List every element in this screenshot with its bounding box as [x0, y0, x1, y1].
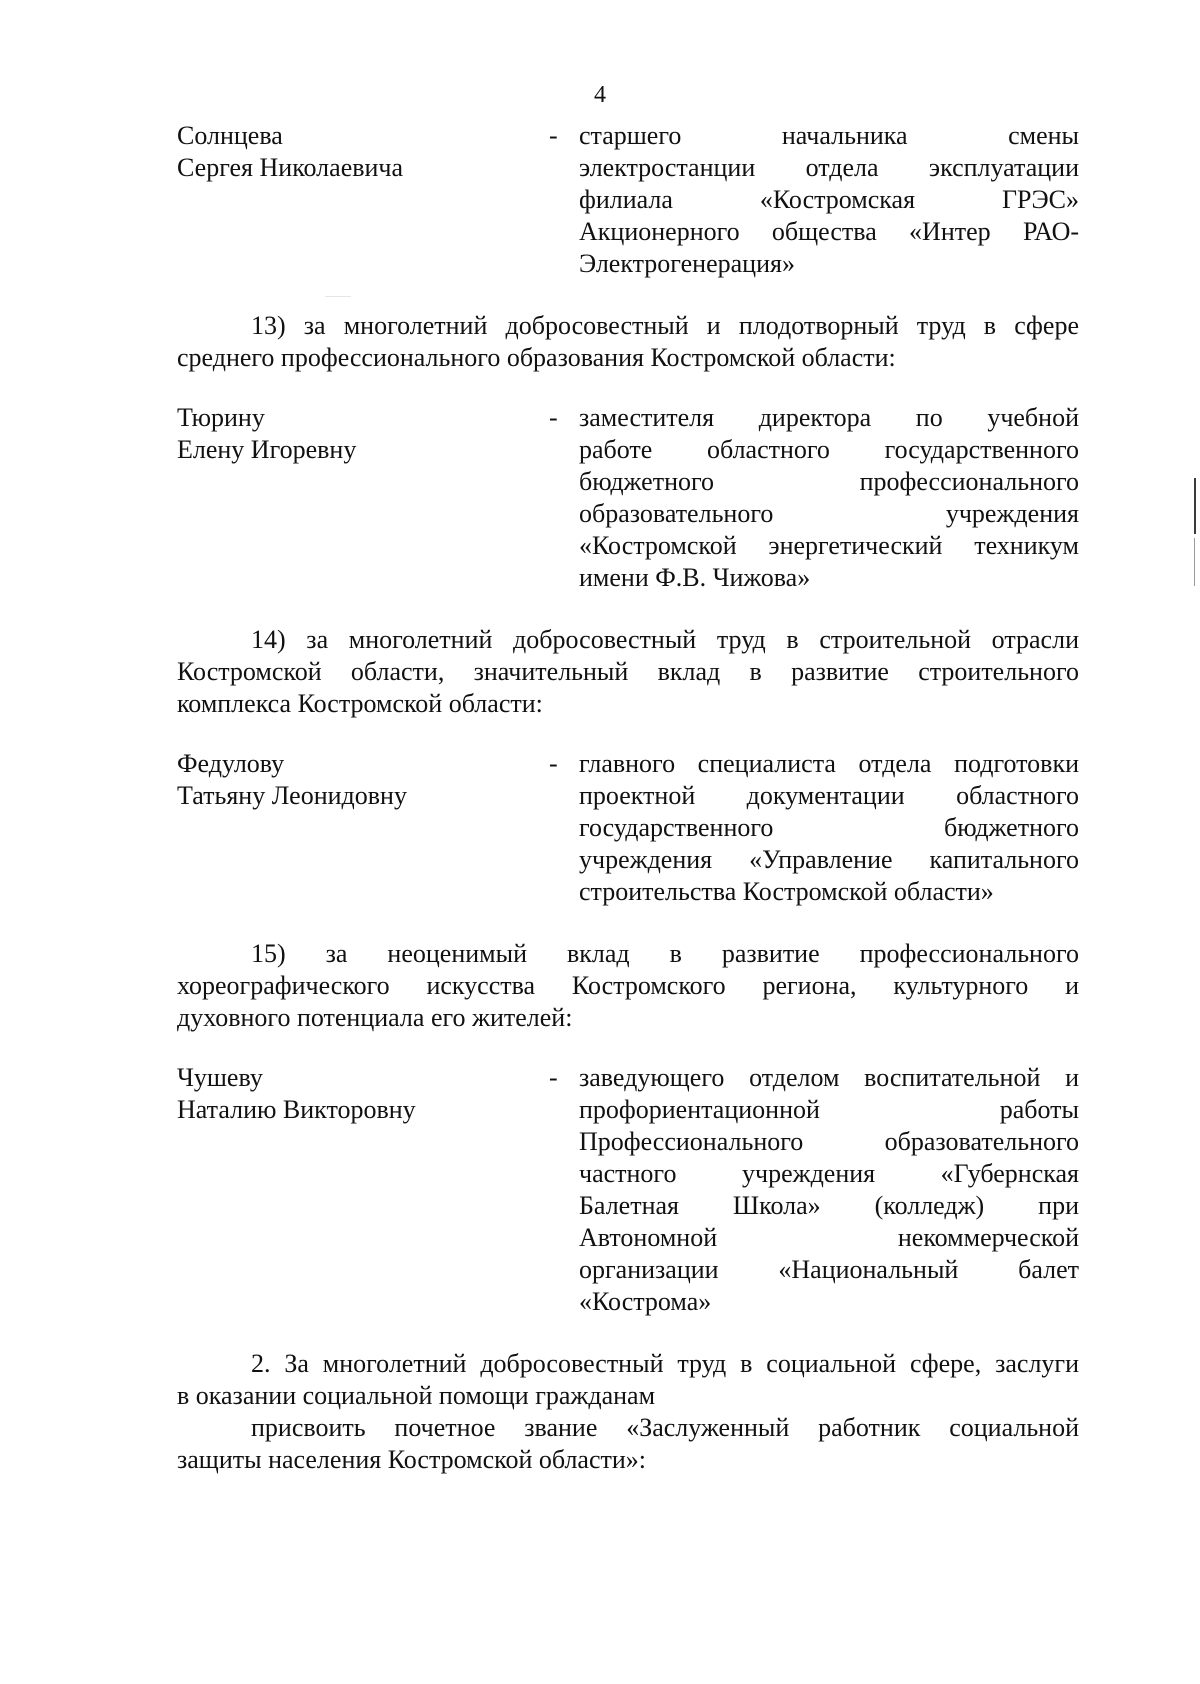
awardee-surname: Федулову	[177, 749, 285, 778]
awardee-given-names: Сергея Николаевича	[177, 153, 404, 182]
entry-dash: -	[549, 749, 558, 778]
position-line: старшего начальника смены	[579, 121, 1079, 150]
position-line: проектной документации областного	[579, 781, 1079, 810]
position-line: государственного бюджетного	[579, 813, 1079, 842]
position-line: частного учреждения «Губернская	[579, 1159, 1079, 1188]
awardee-position	[579, 120, 1079, 280]
position-line: имени Ф.В. Чижова»	[579, 563, 811, 592]
paragraph-line: защиты населения Костромской области»:	[177, 1445, 647, 1474]
awardee-surname: Тюрину	[177, 403, 265, 432]
entry-dash: -	[549, 121, 558, 150]
heading-line: 13) за многолетний добросовестный и плодотворный труд в сфере	[251, 311, 1079, 340]
section-heading-15	[177, 938, 1079, 1034]
award-entry	[177, 120, 1079, 280]
document-body	[177, 120, 1079, 1476]
heading-line: комплекса Костромской области:	[177, 689, 543, 718]
awardee-name	[177, 748, 549, 908]
awardee-surname: Солнцева	[177, 121, 283, 150]
heading-line: 15) за неоценимый вклад в развитие профессионального	[251, 939, 1079, 968]
award-entry	[177, 1062, 1079, 1318]
position-line: Профессионального образовательного	[579, 1127, 1079, 1156]
awardee-name	[177, 402, 549, 594]
position-line: Электрогенерация»	[579, 249, 795, 278]
heading-line: духовного потенциала его жителей:	[177, 1003, 573, 1032]
awardee-name	[177, 1062, 549, 1318]
position-line: работе областного государственного	[579, 435, 1079, 464]
entry-dash: -	[549, 1063, 558, 1092]
margin-mark-faint	[1194, 538, 1195, 586]
position-line: образовательного учреждения	[579, 499, 1079, 528]
awardee-given-names: Татьяну Леонидовну	[177, 781, 407, 810]
heading-line: 14) за многолетний добросовестный труд в строительной отрасли	[251, 625, 1079, 654]
section-heading-13	[177, 310, 1079, 374]
page-number: 4	[594, 82, 606, 108]
position-line: электростанции отдела эксплуатации	[579, 153, 1079, 182]
award-title-paragraph	[177, 1412, 1079, 1476]
position-line: организации «Национальный балет	[579, 1255, 1079, 1284]
position-line: главного специалиста отдела подготовки	[579, 749, 1079, 778]
position-line: заведующего отделом воспитательной и	[579, 1063, 1079, 1092]
position-line: Балетная Школа» (колледж) при	[579, 1191, 1079, 1220]
closing-paragraph	[177, 1348, 1079, 1412]
awardee-position	[579, 1062, 1079, 1318]
paragraph-line: 2. За многолетний добросовестный труд в социальной сфере, заслуги	[251, 1349, 1079, 1378]
awardee-position	[579, 748, 1079, 908]
position-line: Акционерного общества «Интер РАО-	[579, 217, 1079, 246]
position-line: Автономной некоммерческой	[579, 1223, 1079, 1252]
paragraph-line: присвоить почетное звание «Заслуженный работник социальной	[251, 1413, 1079, 1442]
margin-mark	[1194, 478, 1196, 534]
heading-line: Костромской области, значительный вклад в развитие строительного	[177, 657, 1079, 686]
position-line: филиала «Костромская ГРЭС»	[579, 185, 1079, 214]
awardee-name	[177, 120, 549, 280]
position-line: «Кострома»	[579, 1287, 712, 1316]
position-line: бюджетного профессионального	[579, 467, 1079, 496]
heading-line: хореографического искусства Костромского региона, культурного и	[177, 971, 1079, 1000]
award-entry	[177, 402, 1079, 594]
award-entry	[177, 748, 1079, 908]
section-heading-14	[177, 624, 1079, 720]
paragraph-line: в оказании социальной помощи гражданам	[177, 1381, 656, 1410]
awardee-surname: Чушеву	[177, 1063, 263, 1092]
awardee-given-names: Наталию Викторовну	[177, 1095, 416, 1124]
position-line: «Костромской энергетический техникум	[579, 531, 1079, 560]
position-line: профориентационной работы	[579, 1095, 1079, 1124]
position-line: заместителя директора по учебной	[579, 403, 1079, 432]
awardee-position	[579, 402, 1079, 594]
position-line: строительства Костромской области»	[579, 877, 994, 906]
awardee-given-names: Елену Игоревну	[177, 435, 357, 464]
position-line: учреждения «Управление капитального	[579, 845, 1079, 874]
heading-line: среднего профессионального образования Костромской области:	[177, 343, 896, 372]
entry-dash: -	[549, 403, 558, 432]
